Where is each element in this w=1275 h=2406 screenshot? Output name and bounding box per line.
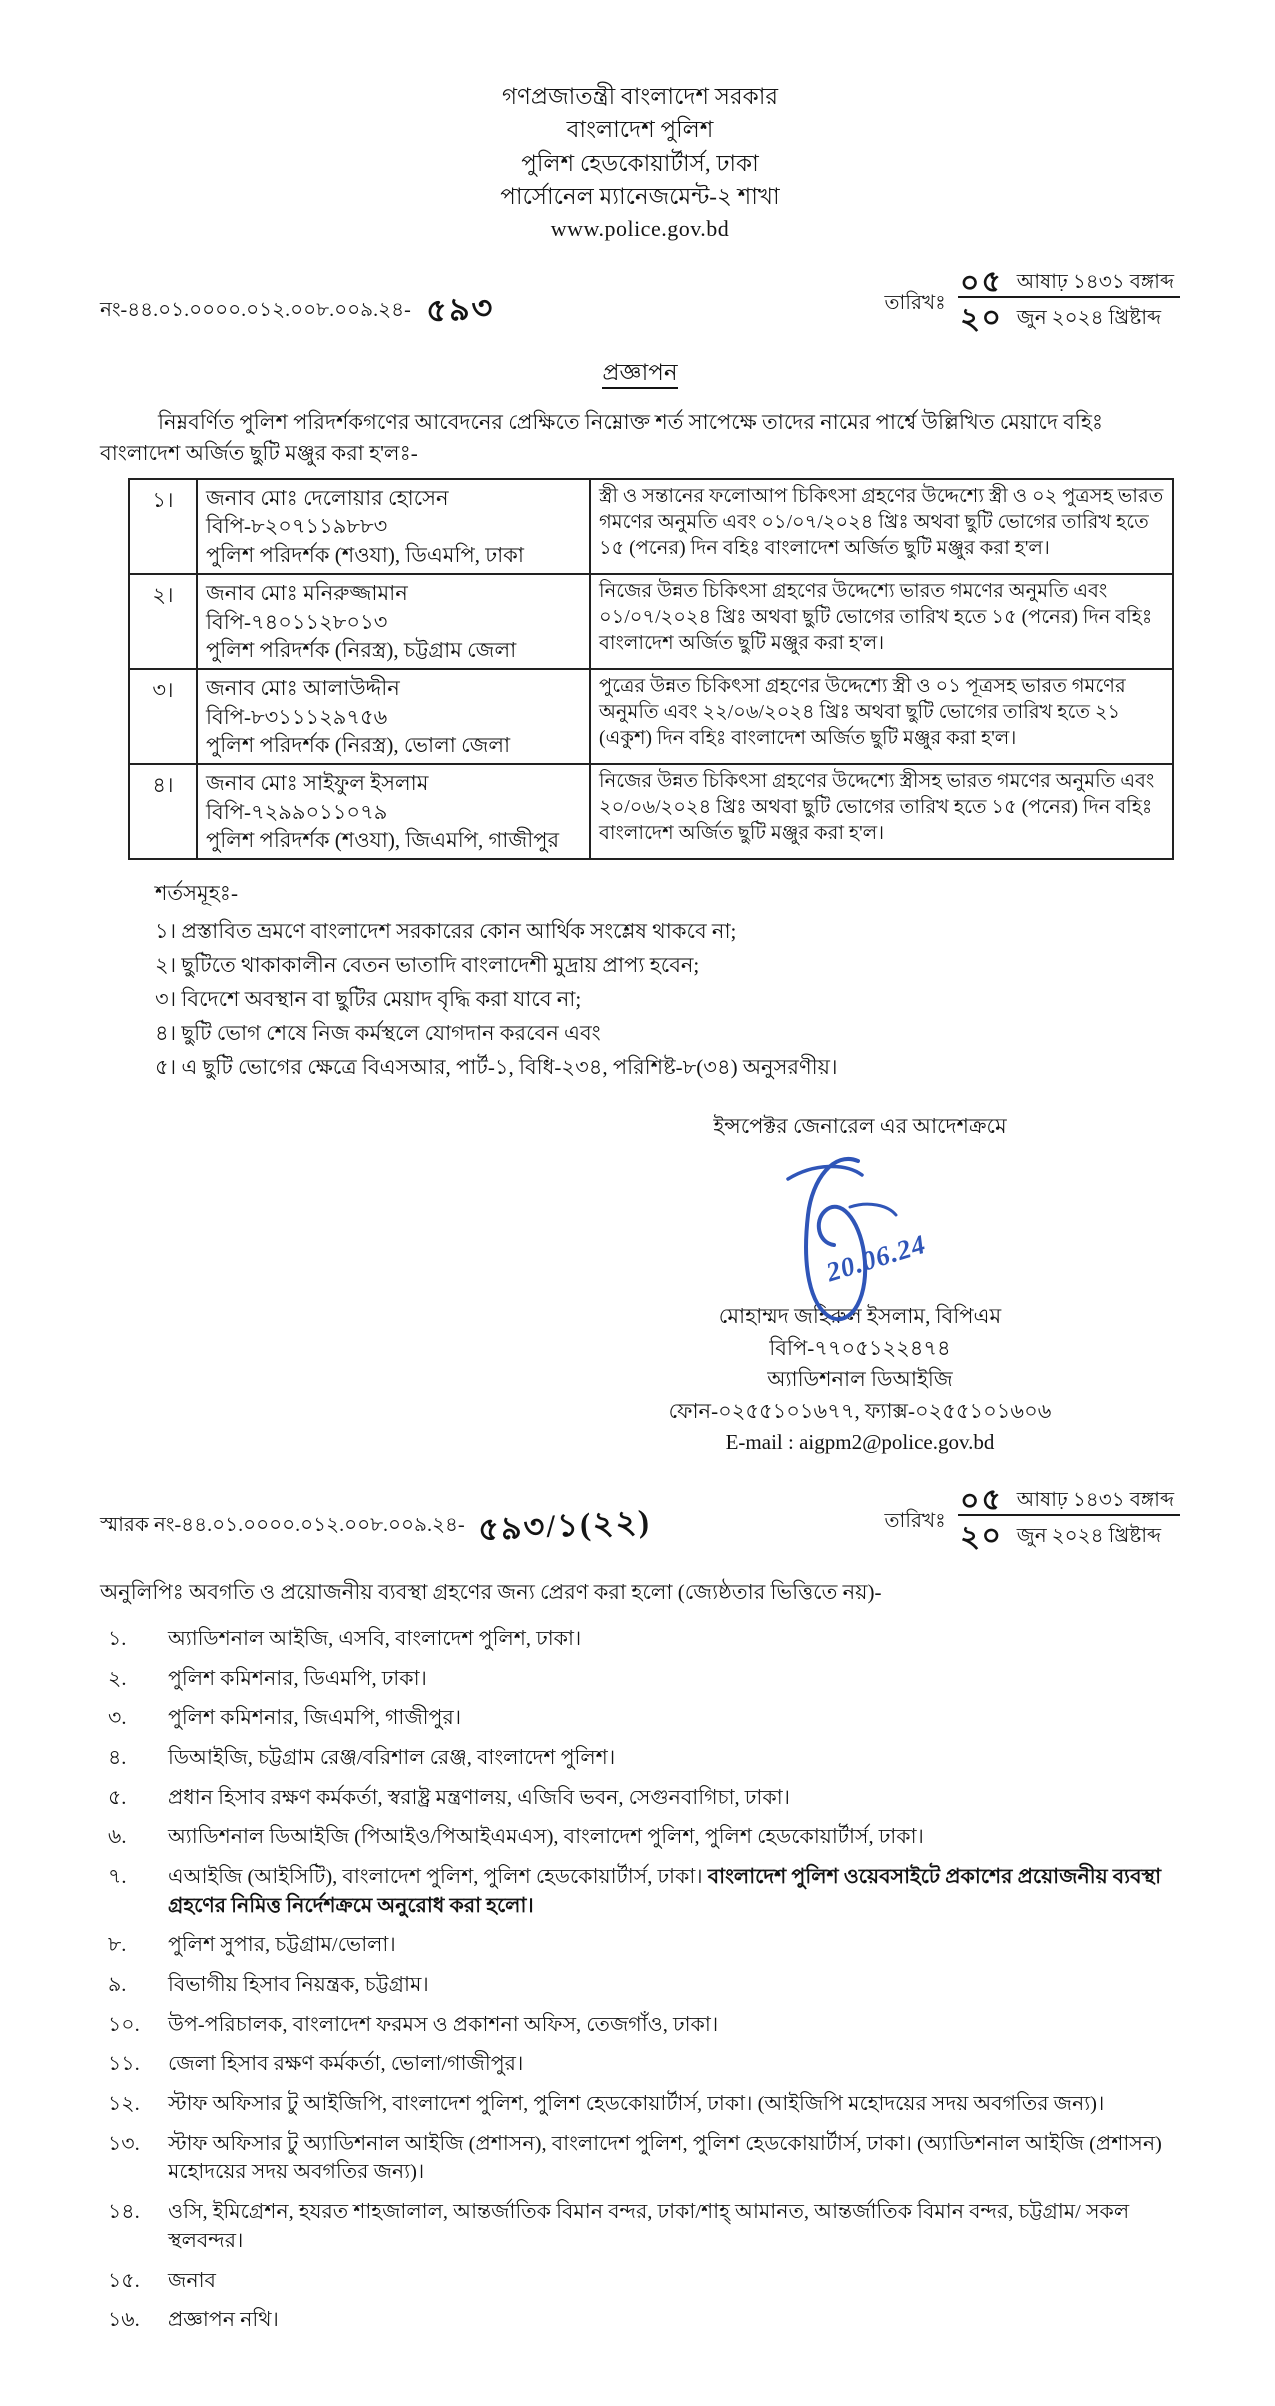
table-row: [129, 669, 1173, 764]
government-name: গণপ্রজাতন্ত্রী বাংলাদেশ সরকার: [501, 84, 779, 109]
date-label: তারিখঃ: [884, 1509, 946, 1532]
signature-block: [580, 1110, 1140, 1459]
date-gregorian-day-handwritten: ২০: [958, 1518, 1004, 1554]
table-row: [129, 764, 1173, 859]
item-number: ৮.: [108, 1934, 127, 1957]
memo-number-handwritten: ৫৯৩: [424, 289, 496, 330]
office-name: পুলিশ হেডকোয়ার্টার্স, ঢাকা: [521, 150, 759, 176]
item-text: বিভাগীয় হিসাব নিয়ন্ত্রক, চট্টগ্রাম।: [168, 1974, 429, 1997]
item-text: স্টাফ অফিসার টু অ্যাডিশনাল আইজি (প্রশাসন), বাংলাদেশ পুলিশ, পুলিশ হেডকোয়ার্টার্স, ঢাকা। (অ্যাডিশনাল আইজি (প্রশাসন) মহোদয়ের সদয় অবগতির জন্য)।: [168, 2132, 1162, 2184]
signatory-name: মোহাম্মদ জহিরুল ইসলাম, বিপিএম: [718, 1304, 1002, 1329]
conditions-heading: শর্তসমূহঃ-: [155, 881, 238, 906]
memo-number: [100, 289, 496, 330]
signatory-phone-fax: ফোন-০২৫৫১০১৬৭৭, ফ্যাক্স-০২৫৫১০১৬০৬: [668, 1398, 1052, 1423]
serial-cell: ২।: [129, 574, 197, 669]
date-gregorian: [958, 300, 1180, 336]
website-url: www.police.gov.bd: [550, 216, 730, 242]
copy-list-item: [108, 1665, 1180, 1694]
officer-bp-number: বিপি-৮২০৭১১৯৮৮৩: [206, 514, 388, 539]
date-label: তারিখঃ: [884, 292, 946, 315]
date-block: [884, 267, 1180, 336]
item-text: এআইজি (আইসিটি), বাংলাদেশ পুলিশ, পুলিশ হেডকোয়ার্টার্স, ঢাকা। বাংলাদেশ পুলিশ ওয়েবসাইটে প্রকাশের প্রয়োজনীয় ব্যবস্থা গ্রহণের নিমিত্ত নির্দেশক্রমে অনুরোধ করা হলো।: [168, 1865, 1162, 1917]
copy-list-item: [108, 2090, 1180, 2119]
reference-number: [100, 1502, 652, 1548]
officer-cell: [197, 479, 590, 574]
item-text: স্টাফ অফিসার টু আইজিপি, বাংলাদেশ পুলিশ, পুলিশ হেডকোয়ার্টার্স, ঢাকা। (আইজিপি মহোদয়ের সদয় অবগতির জন্য)।: [168, 2093, 1105, 2116]
signature-ink-icon: [730, 1149, 980, 1324]
item-text: উপ-পরিচালক, বাংলাদেশ ফরমস ও প্রকাশনা অফিস, তেজগাঁও, ঢাকা।: [168, 2013, 719, 2036]
officer-name: জনাব মোঃ দেলোয়ার হোসেন: [206, 486, 449, 511]
serial-cell: ১।: [129, 479, 197, 574]
date-gregorian: [958, 1518, 1180, 1554]
branch-name: পার্সোনেল ম্যানেজমেন্ট-২ শাখা: [500, 184, 780, 210]
item-number: ৬.: [108, 1826, 127, 1849]
date-bangla: [958, 1482, 1180, 1518]
copy-list-item: [108, 1744, 1180, 1773]
item-number: ৭.: [108, 1865, 127, 1888]
item-number: ১৪.: [108, 2201, 140, 2224]
copy-list-item: [108, 1971, 1180, 2000]
date-bangla-day-handwritten: ০৫: [958, 1482, 1004, 1518]
item-number: ২.: [108, 1667, 127, 1690]
item-text: ডিআইজি, চট্টগ্রাম রেঞ্জ/বরিশাল রেঞ্জ, বাংলাদেশ পুলিশ।: [168, 1746, 616, 1769]
item-text: প্রধান হিসাব রক্ষণ কর্মকর্তা, স্বরাষ্ট্র মন্ত্রণালয়, এজিবি ভবন, সেগুনবাগিচা, ঢাকা।: [168, 1786, 790, 1809]
reference-number-printed: স্মারক নং-৪৪.০১.০০০০.০১২.০০৮.০০৯.২৪-: [100, 1513, 465, 1536]
copy-list-item: [108, 1625, 1180, 1654]
memo-row: [100, 267, 1180, 336]
item-text: প্রজ্ঞাপন নথি।: [168, 2309, 279, 2332]
officer-cell: [197, 574, 590, 669]
item-number: ১১.: [108, 2053, 140, 2076]
copy-list-item: [108, 2011, 1180, 2040]
officer-post: পুলিশ পরিদর্শক (নিরস্ত্র), চট্টগ্রাম জেলা: [206, 637, 517, 662]
reference-row: [100, 1482, 1180, 1554]
signatory-email: E-mail : aigpm2@police.gov.bd: [725, 1430, 995, 1455]
item-number: ১৩.: [108, 2132, 140, 2155]
letterhead: [100, 80, 1180, 245]
memo-number-printed: নং-৪৪.০১.০০০০.০১২.০০৮.০০৯.২৪-: [100, 299, 411, 322]
signatory-bp-number: বিপি-৭৭০৫১২২৪৭৪: [769, 1335, 951, 1360]
officer-name: জনাব মোঃ মনিরুজ্জামান: [206, 581, 408, 606]
item-number: ১.: [108, 1627, 127, 1650]
table-row: [129, 479, 1173, 574]
officer-post: পুলিশ পরিদর্শক (শওযা), জিএমপি, গাজীপুর: [206, 827, 560, 852]
organization-name: বাংলাদেশ পুলিশ: [566, 117, 714, 143]
serial-cell: ৩।: [129, 669, 197, 764]
table-row: [129, 574, 1173, 669]
date-fraction: [958, 267, 1180, 336]
item-text: জনাব: [168, 2269, 216, 2292]
item-text: পুলিশ কমিশনার, ডিএমপি, ঢাকা।: [168, 1667, 427, 1690]
item-text: পুলিশ কমিশনার, জিএমপি, গাজীপুর।: [168, 1707, 462, 1730]
copy-list-item: [108, 2267, 1180, 2296]
item-number: ৪.: [108, 1746, 127, 1769]
item-number: ১৫.: [108, 2269, 140, 2292]
item-text: ওসি, ইমিগ্রেশন, হযরত শাহজালাল, আন্তর্জাতিক বিমান বন্দর, ঢাকা/শাহ্ আমানত, আন্তর্জাতিক বিমান বন্দর, চট্টগ্রাম/ সকল স্থলবন্দর।: [168, 2201, 1130, 2252]
signatory-designation: অ্যাডিশনাল ডিআইজি: [767, 1367, 953, 1392]
officer-bp-number: বিপি-৭৪০১১২৮০১৩: [206, 609, 388, 634]
item-number: ১০.: [108, 2013, 140, 2036]
copy-list-item: [108, 2050, 1180, 2079]
item-text: জেলা হিসাব রক্ষণ কর্মকর্তা, ভোলা/গাজীপুর।: [168, 2053, 524, 2076]
condition-item: ৩। বিদেশে অবস্থান বা ছুটির মেয়াদ বৃদ্ধি করা যাবে না;: [155, 987, 582, 1012]
date-block: [884, 1482, 1180, 1554]
signatory-details: [580, 1301, 1140, 1459]
copy-list-item: [108, 2306, 1180, 2335]
date-bangla: [958, 265, 1180, 301]
item-text: অ্যাডিশনাল আইজি, এসবি, বাংলাদেশ পুলিশ, ঢাকা।: [168, 1627, 582, 1650]
item-number: ১২.: [108, 2093, 140, 2116]
date-bangla-rest: আষাঢ় ১৪৩১ বঙ্গাব্দ: [1016, 1488, 1174, 1511]
by-order-line: ইন্সপেক্টর জেনারেল এর আদেশক্রমে: [713, 1114, 1007, 1139]
leave-description-cell: স্ত্রী ও সন্তানের ফলোআপ চিকিৎসা গ্রহণের উদ্দেশ্যে স্ত্রী ও ০২ পুত্রসহ ভারত গমণের অনুমতি এবং ০১/০৭/২০২৪ খ্রিঃ অথবা ছুটি ভোগের তারিখ হতে ১৫ (পনের) দিন বহিঃ বাংলাদেশ অর্জিত ছুটি মঞ্জুর করা হ'ল।: [590, 479, 1173, 574]
condition-item: ৪। ছুটি ভোগ শেষে নিজ কর্মস্থলে যোগদান করবেন এবং: [155, 1021, 601, 1046]
date-bangla-day-handwritten: ০৫: [958, 265, 1004, 301]
officer-bp-number: বিপি-৮৩১১১২৯৭৫৬: [206, 704, 388, 729]
document-title: [100, 354, 1180, 393]
signature-date-handwritten: 20.06.24: [822, 1229, 930, 1288]
officer-post: পুলিশ পরিদর্শক (নিরস্ত্র), ভোলা জেলা: [206, 732, 511, 757]
condition-item: ৫। এ ছুটি ভোগের ক্ষেত্রে বিএসআর, পার্ট-১, বিধি-২৩৪, পরিশিষ্ট-৮(৩৪) অনুসরণীয়।: [155, 1055, 838, 1080]
date-bangla-rest: আষাঢ় ১৪৩১ বঙ্গাব্দ: [1016, 271, 1174, 294]
officer-post: পুলিশ পরিদর্শক (শওযা), ডিএমপি, ঢাকা: [206, 542, 524, 567]
date-gregorian-rest: জুন ২০২৪ খ্রিষ্টাব্দ: [1016, 307, 1162, 330]
leave-description-cell: নিজের উন্নত চিকিৎসা গ্রহণের উদ্দেশ্যে স্ত্রীসহ ভারত গমণের অনুমতি এবং ২০/০৬/২০২৪ খ্রিঃ অথবা ছুটি ভোগের তারিখ হতে ১৫ (পনের) দিন বহিঃ বাংলাদেশ অর্জিত ছুটি মঞ্জুর করা হ'ল।: [590, 764, 1173, 859]
copy-list-item: [108, 1823, 1180, 1852]
officer-cell: [197, 764, 590, 859]
date-gregorian-day-handwritten: ২০: [958, 301, 1004, 337]
copy-list-item: [108, 1863, 1180, 1920]
item-number: ৯.: [108, 1974, 127, 1997]
serial-cell: ৪।: [129, 764, 197, 859]
item-number: ১৬.: [108, 2309, 140, 2332]
officer-name: জনাব মোঃ সাইফুল ইসলাম: [206, 771, 429, 796]
document-title-text: প্রজ্ঞাপন: [602, 360, 677, 389]
date-gregorian-rest: জুন ২০২৪ খ্রিষ্টাব্দ: [1016, 1524, 1162, 1547]
conditions-section: [155, 876, 1180, 1084]
signature-area: [580, 1145, 1140, 1315]
copy-list: [100, 1625, 1180, 2335]
date-fraction: [958, 1482, 1180, 1554]
item-number: ৫.: [108, 1786, 127, 1809]
copy-list-heading: অনুলিপিঃ অবগতি ও প্রয়োজনীয় ব্যবস্থা গ্রহণের জন্য প্রেরণ করা হলো (জ্যেষ্ঠতার ভিত্তিতে নয়)-: [100, 1579, 882, 1604]
reference-number-handwritten: ৫৯৩/১(২২): [476, 1502, 652, 1548]
item-text: অ্যাডিশনাল ডিআইজি (পিআইও/পিআইএমএস), বাংলাদেশ পুলিশ, পুলিশ হেডকোয়ার্টার্স, ঢাকা।: [168, 1826, 924, 1849]
copy-list-item: [108, 2198, 1180, 2255]
copy-list-item: [108, 1931, 1180, 1960]
officer-cell: [197, 669, 590, 764]
leave-description-cell: পুত্রের উন্নত চিকিৎসা গ্রহণের উদ্দেশ্যে স্ত্রী ও ০১ পূত্রসহ ভারত গমণের অনুমতি এবং ২২/০৬/২০২৪ খ্রিঃ অথবা ছুটি ভোগের তারিখ হতে ২১ (একুশ) দিন বহিঃ বাংলাদেশ অর্জিত ছুটি মঞ্জুর করা হ'ল।: [590, 669, 1173, 764]
copy-list-item: [108, 1784, 1180, 1813]
copy-list-item: [108, 2130, 1180, 2187]
leave-description-cell: নিজের উন্নত চিকিৎসা গ্রহণের উদ্দেশ্যে ভারত গমণের অনুমতি এবং ০১/০৭/২০২৪ খ্রিঃ অথবা ছুটি ভোগের তারিখ হতে ১৫ (পনের) দিন বহিঃ বাংলাদেশ অর্জিত ছুটি মঞ্জুর করা হ'ল।: [590, 574, 1173, 669]
condition-item: ২। ছুটিতে থাকাকালীন বেতন ভাতাদি বাংলাদেশী মুদ্রায় প্রাপ্য হবেন;: [155, 953, 700, 978]
leave-table: [128, 478, 1174, 860]
condition-item: ১। প্রস্তাবিত ভ্রমণে বাংলাদেশ সরকারের কোন আর্থিক সংশ্লেষ থাকবে না;: [155, 919, 737, 944]
item-number: ৩.: [108, 1707, 127, 1730]
intro-paragraph: নিম্নবর্ণিত পুলিশ পরিদর্শকগণের আবেদনের প্রেক্ষিতে নিম্নোক্ত শর্ত সাপেক্ষে তাদের নামের পার্শ্বে উল্লিখিত মেয়াদে বহিঃ বাংলাদেশ অর্জিত ছুটি মঞ্জুর করা হ'লঃ-: [100, 410, 1104, 465]
copy-list-item: [108, 1704, 1180, 1733]
officer-bp-number: বিপি-৭২৯৯০১১০৭৯: [206, 799, 388, 824]
item-text: পুলিশ সুপার, চট্টগ্রাম/ভোলা।: [168, 1934, 396, 1957]
officer-name: জনাব মোঃ আলাউদ্দীন: [206, 676, 400, 701]
